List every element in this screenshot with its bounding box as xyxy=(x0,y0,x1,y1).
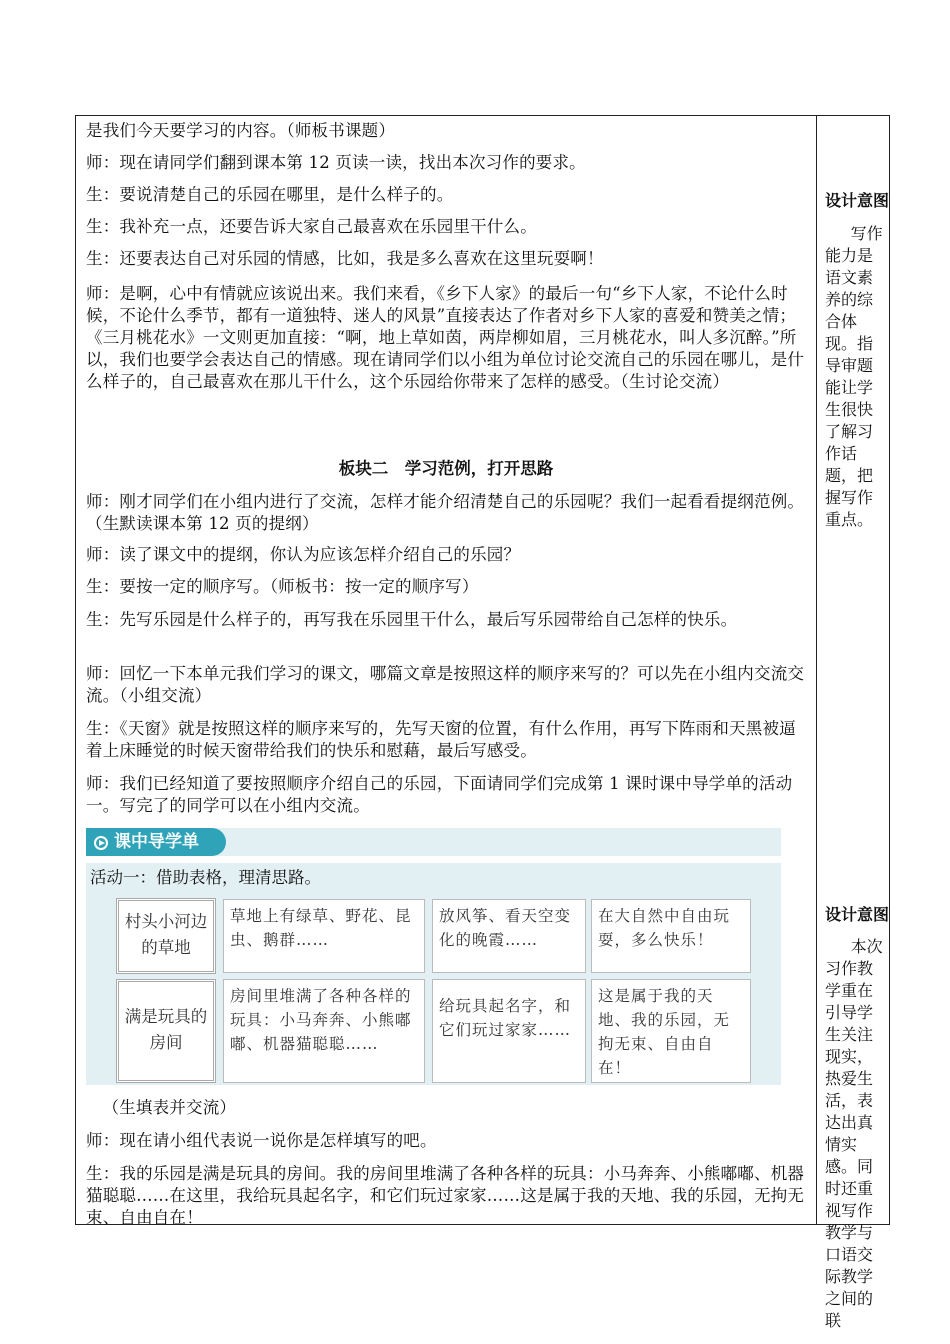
table-cell: 草地上有绿草、野花、昆虫、鹅群…… xyxy=(223,899,425,973)
paragraph: 师：是啊，心中有情就应该说出来。我们来看，《乡下人家》的最后一句“乡下人家，不论什么时候，不论什么季节，都有一道独特、迷人的风景”直接表达了作者对乡下人家的喜爱和赞美之情；《三月桃花水》一文则更加直接：“啊，地上草如茵，两岸柳如眉，三月桃花水，叫人多沉醉。”所以，我们也要学会表达自己的情感。现在请同学们以小组为单位讨论交流自己的乐园在哪儿，是什么样子的，自己最喜欢在那儿干什么，这个乐园给你带来了怎样的感受。（生讨论交流） xyxy=(86,284,805,391)
guide-banner xyxy=(86,828,781,856)
paragraph: 师：读了课文中的提纲，你认为应该怎样介绍自己的乐园？ xyxy=(86,545,521,564)
paragraph: 生：我的乐园是满是玩具的房间。我的房间里堆满了各种各样的玩具：小马奔奔、小熊嘟嘟、机器猫聪聪……在这里，我给玩具起名字，和它们玩过家家……这是属于我的天地、我的乐园，无拘无束、自由自在！ xyxy=(86,1164,805,1227)
paragraph: 生：《天窗》就是按照这样的顺序来写的，先写天窗的位置，有什么作用，再写下阵雨和天黑被逼着上床睡觉的时候天窗带给我们的快乐和慰藉，最后写感受。 xyxy=(86,719,796,760)
guide-banner-tab xyxy=(86,828,226,856)
guide-banner-label: 课中导学单 xyxy=(114,832,199,852)
table-cell: 房间里堆满了各种各样的玩具：小马奔奔、小熊嘟嘟、机器猫聪聪…… xyxy=(223,979,425,1083)
paragraph: 师：回忆一下本单元我们学习的课文，哪篇文章是按照这样的顺序来写的？可以先在小组内交流交流。（小组交流） xyxy=(86,664,805,705)
paragraph: 师：我们已经知道了要按照顺序介绍自己的乐园，下面请同学们完成第 1 课时课中导学单的活动一。写完了的同学可以在小组内交流。 xyxy=(86,774,793,815)
paragraph: 生：要按一定的顺序写。（师板书：按一定的顺序写） xyxy=(86,577,479,596)
paragraph: 生：我补充一点，还要告诉大家自己最喜欢在乐园里干什么。 xyxy=(86,217,537,236)
table-cell: 放风筝、看天空变化的晚霞…… xyxy=(432,899,586,973)
play-circle-icon xyxy=(94,836,108,850)
row-label: 村头小河边的草地 xyxy=(116,898,216,974)
paragraph: 师：现在请小组代表说一说你是怎样填写的吧。 xyxy=(86,1131,437,1150)
paragraph: （生填表并交流） xyxy=(102,1098,237,1117)
paragraph: 师：现在请同学们翻到课本第 12 页读一读，找出本次习作的要求。 xyxy=(86,153,586,172)
design-intent-text: 本次习作教学重在引导学生关注现实，热爱生活，表达出真情实感。同时还重视写作教学与口语交际教学之间的联 xyxy=(825,937,883,1330)
lesson-table xyxy=(75,115,890,1330)
paragraph: 是我们今天要学习的内容。（师板书课题） xyxy=(86,121,396,140)
design-intent-text: 写作能力是语文素养的综合体现。指导审题能让学生很快了解习作话题，把握写作重点。 xyxy=(825,224,883,529)
paragraph: 师：刚才同学们在小组内进行了交流，怎样才能介绍清楚自己的乐园呢？我们一起看看提纲范例。（生默读课本第 12 页的提纲） xyxy=(86,492,805,533)
table-cell: 这是属于我的天地、我的乐园，无拘无束、自由自在！ xyxy=(591,979,751,1083)
paragraph: 生：还要表达自己对乐园的情感，比如，我是多么喜欢在这里玩耍啊！ xyxy=(86,249,604,268)
design-intent-title: 设计意图 xyxy=(825,191,890,210)
section-heading: 板块二 学习范例，打开思路 xyxy=(338,459,554,478)
table-cell: 在大自然中自由玩耍，多么快乐！ xyxy=(591,899,751,973)
column-divider xyxy=(816,116,817,1224)
activity-title: 活动一：借助表格，理清思路。 xyxy=(90,868,321,887)
activity-panel xyxy=(86,863,781,1085)
paragraph: 生：要说清楚自己的乐园在哪里，是什么样子的。 xyxy=(86,185,454,204)
paragraph: 生：先写乐园是什么样子的，再写我在乐园里干什么，最后写乐园带给自己怎样的快乐。 xyxy=(86,610,738,629)
table-cell: 给玩具起名字，和它们玩过家家…… xyxy=(432,979,586,1083)
design-intent-title: 设计意图 xyxy=(825,905,890,924)
row-label: 满是玩具的房间 xyxy=(116,979,216,1083)
